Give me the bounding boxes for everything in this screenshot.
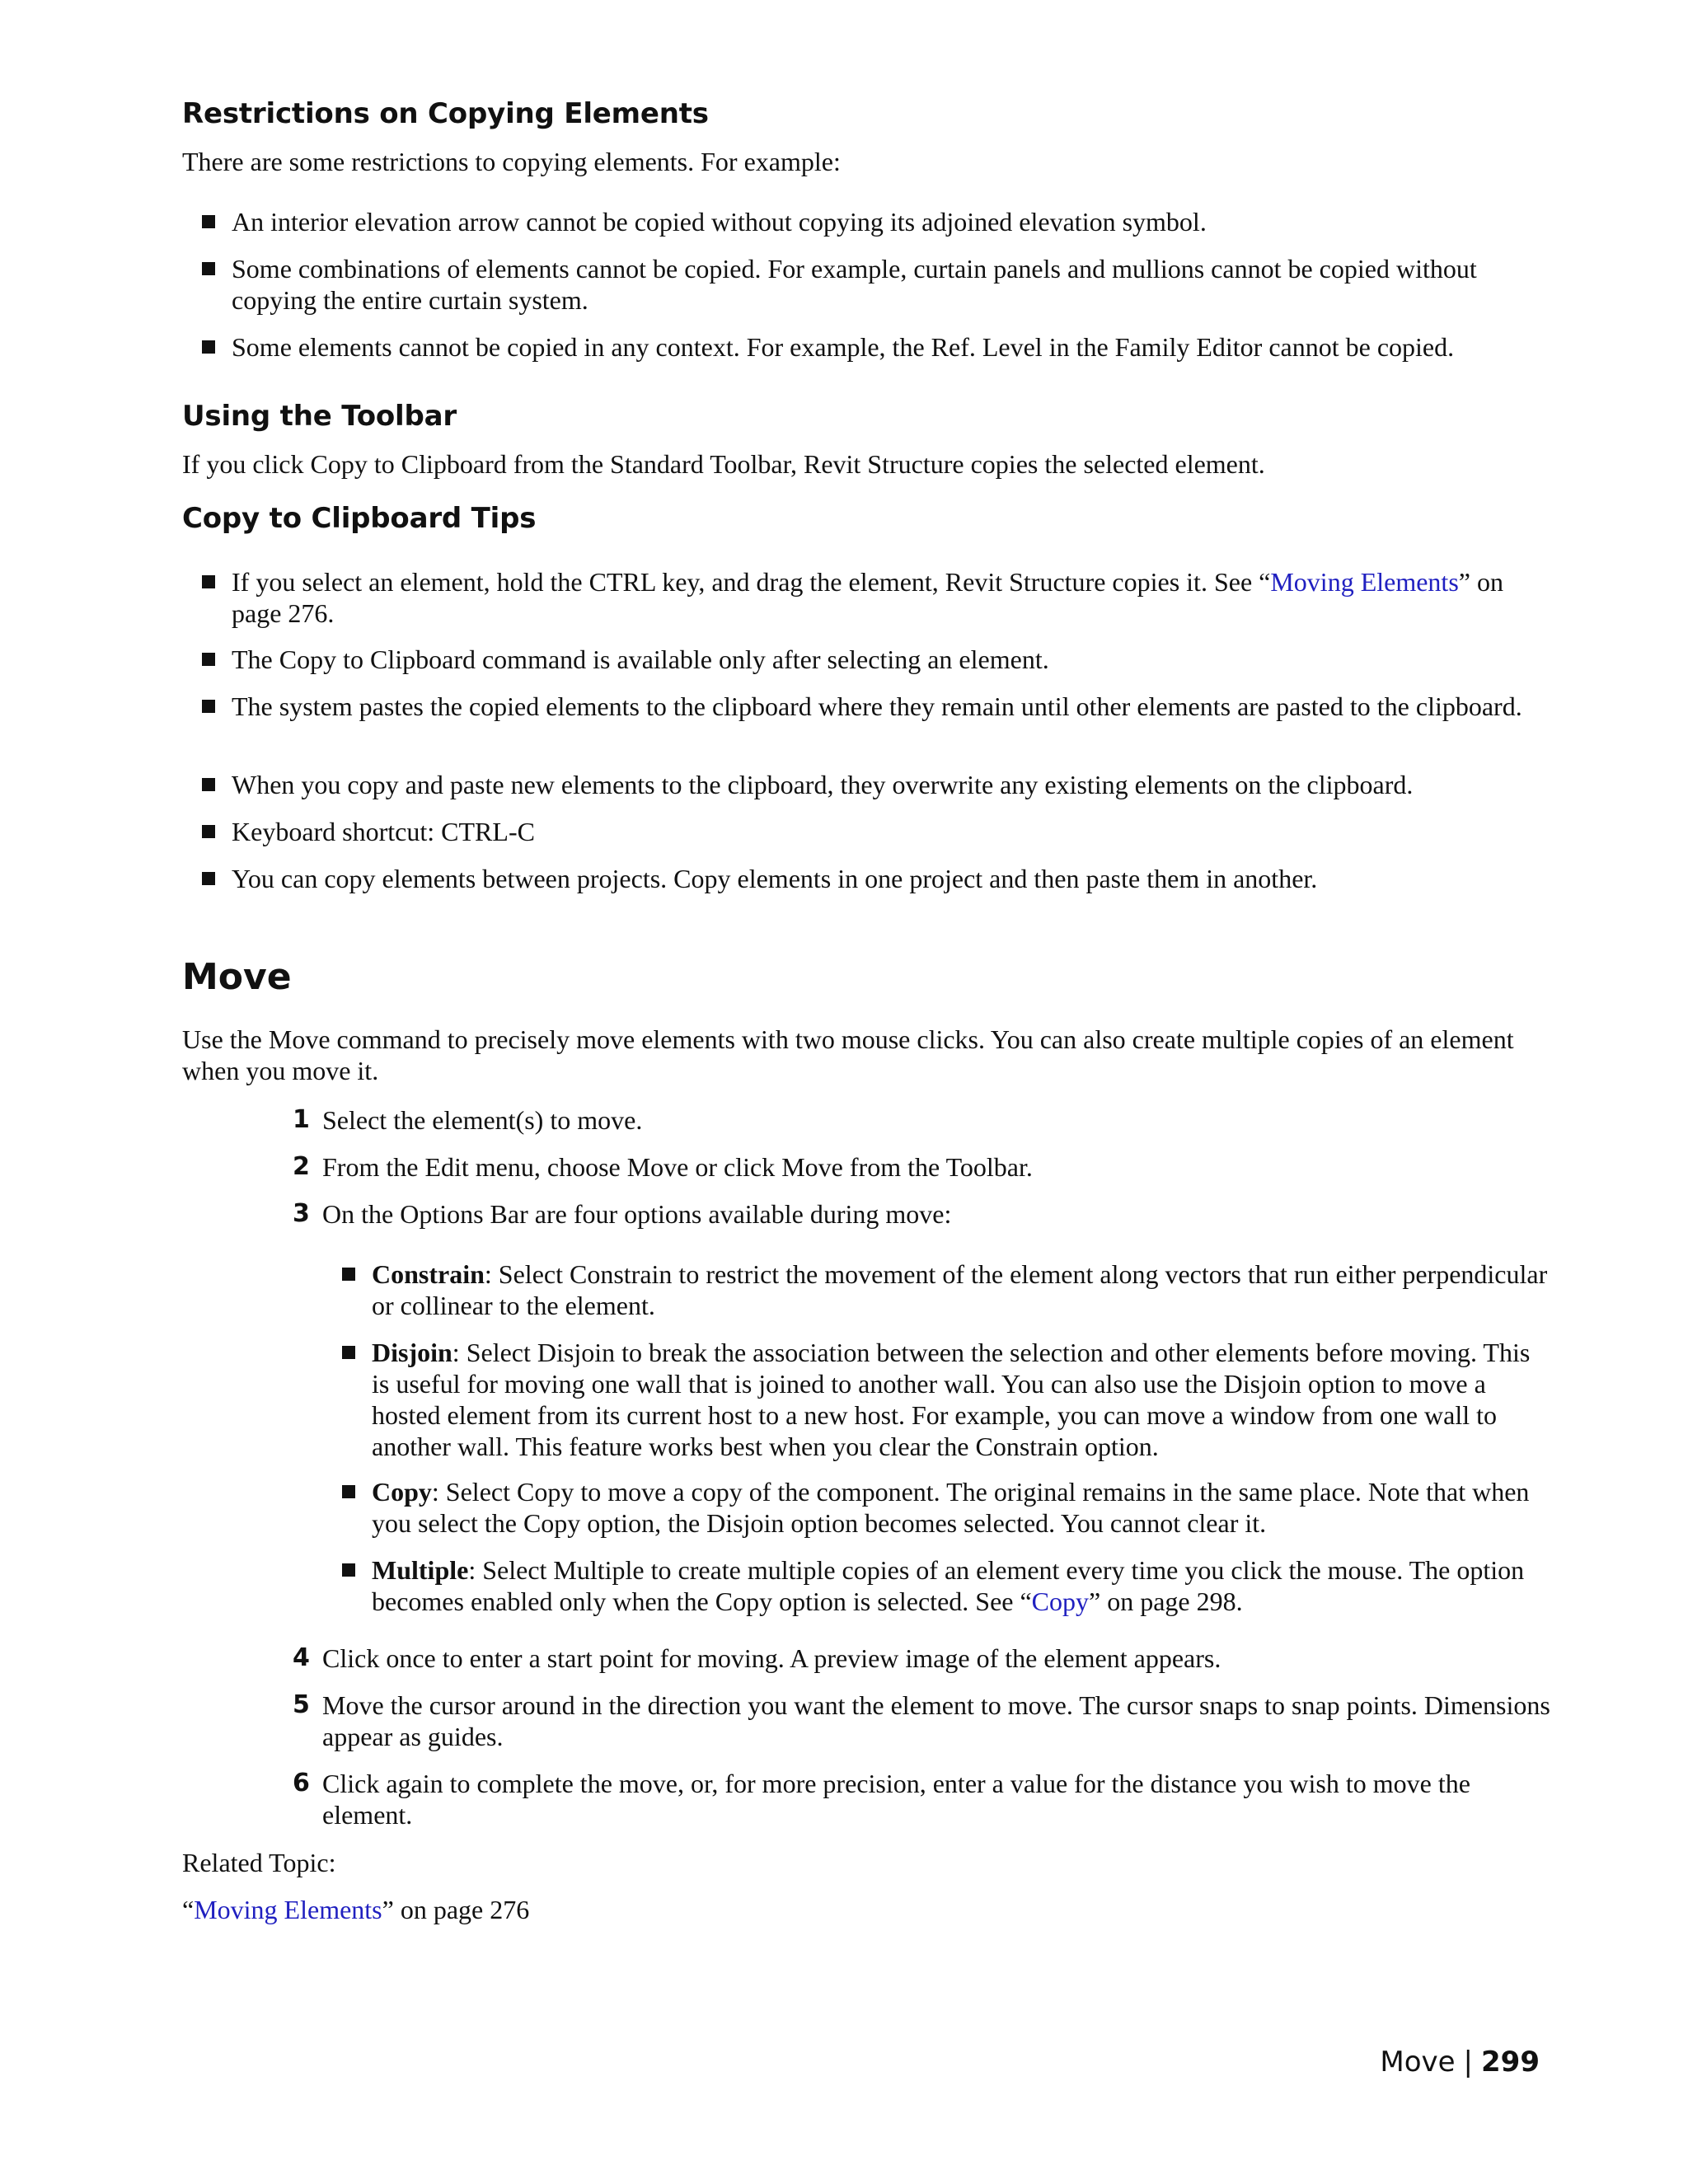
footer-separator: | bbox=[1463, 2046, 1474, 2079]
list-item: You can copy elements between projects. Copy elements in one project and then paste them in another. bbox=[202, 863, 1550, 894]
bullet-square-icon bbox=[202, 215, 215, 228]
list-item: The Copy to Clipboard command is available only after selecting an element. bbox=[202, 644, 1550, 675]
list-item: When you copy and paste new elements to the clipboard, they overwrite any existing elements on the clipboard. bbox=[202, 769, 1550, 800]
bullet-square-icon bbox=[342, 1563, 355, 1577]
list-item: Some elements cannot be copied in any context. For example, the Ref. Level in the Family Editor cannot be copied. bbox=[202, 331, 1550, 363]
copy-link[interactable]: Copy bbox=[1031, 1586, 1090, 1616]
bullet-square-icon bbox=[342, 1485, 355, 1498]
related-topic-label: Related Topic: bbox=[182, 1848, 336, 1877]
list-item: Some combinations of elements cannot be copied. For example, curtain panels and mullions cannot be copied without copying the entire curtain system. bbox=[202, 253, 1550, 316]
move-intro: Use the Move command to precisely move elements with two mouse clicks. You can also create multiple copies of an element when you move it. bbox=[182, 1024, 1514, 1085]
related-topic-ref: “Moving Elements” on page 276 bbox=[182, 1895, 530, 1924]
step-item: 5 Move the cursor around in the direction you want the element to move. The cursor snaps to snap points. Dimensions appear as guides. bbox=[293, 1690, 1550, 1751]
step-item: 2 From the Edit menu, choose Move or click Move from the Toolbar. bbox=[293, 1152, 1033, 1182]
step-item: 6 Click again to complete the move, or, for more precision, enter a value for the distance you wish to move the element. bbox=[293, 1769, 1470, 1830]
section-heading-move: Move bbox=[182, 956, 292, 998]
bullet-square-icon bbox=[202, 653, 215, 666]
option-item-copy: Copy: Select Copy to move a copy of the component. The original remains in the same place. Note that when you select the Copy option, the Disjoin option becomes selected. You cannot clear it. bbox=[342, 1476, 1550, 1539]
section-heading-toolbar: Using the Toolbar bbox=[182, 400, 457, 433]
page-number: 299 bbox=[1481, 2046, 1540, 2079]
bullet-square-icon bbox=[342, 1268, 355, 1281]
option-item-constrain: Constrain: Select Constrain to restrict the movement of the element along vectors that run either perpendicular or collinear to the element. bbox=[342, 1258, 1550, 1321]
bullet-square-icon bbox=[202, 872, 215, 885]
step-item: 3 On the Options Bar are four options available during move: bbox=[293, 1199, 952, 1229]
section-heading-restrictions: Restrictions on Copying Elements bbox=[182, 97, 709, 130]
list-item: The system pastes the copied elements to the clipboard where they remain until other elements are pasted to the clipboard. bbox=[202, 691, 1550, 722]
moving-elements-link[interactable]: Moving Elements bbox=[1270, 567, 1459, 597]
restrictions-intro: There are some restrictions to copying elements. For example: bbox=[182, 147, 841, 176]
option-item-disjoin: Disjoin: Select Disjoin to break the association between the selection and other elements before moving. This is useful for moving one wall that is joined to another wall. You can also use the Disjoin option to move a hosted element from its current host to a new host. For example, you can move a window from one wall to another wall. This feature works best when you clear the Constrain option. bbox=[342, 1337, 1550, 1462]
footer-section-title: Move bbox=[1380, 2046, 1456, 2079]
list-item: An interior elevation arrow cannot be copied without copying its adjoined elevation symbol. bbox=[202, 206, 1550, 237]
page-footer bbox=[1380, 2046, 1540, 2079]
related-moving-elements-link[interactable]: Moving Elements bbox=[194, 1895, 382, 1924]
list-item: If you select an element, hold the CTRL key, and drag the element, Revit Structure copies it. See “Moving Elements” on page 276. bbox=[202, 566, 1550, 629]
bullet-square-icon bbox=[202, 700, 215, 713]
bullet-square-icon bbox=[202, 825, 215, 838]
bullet-square-icon bbox=[202, 778, 215, 791]
option-item-multiple: Multiple: Select Multiple to create multiple copies of an element every time you click the mouse. The option becomes enabled only when the Copy option is selected. See “Copy” on page 298. bbox=[342, 1554, 1550, 1617]
bullet-square-icon bbox=[202, 340, 215, 354]
toolbar-text: If you click Copy to Clipboard from the Standard Toolbar, Revit Structure copies the selected element. bbox=[182, 449, 1265, 479]
bullet-square-icon bbox=[202, 575, 215, 588]
bullet-square-icon bbox=[202, 262, 215, 275]
step-item: 4 Click once to enter a start point for moving. A preview image of the element appears. bbox=[293, 1643, 1221, 1673]
list-item: Keyboard shortcut: CTRL-C bbox=[202, 816, 1550, 847]
section-heading-tips: Copy to Clipboard Tips bbox=[182, 502, 537, 535]
step-item: 1 Select the element(s) to move. bbox=[293, 1105, 643, 1135]
bullet-square-icon bbox=[342, 1346, 355, 1359]
